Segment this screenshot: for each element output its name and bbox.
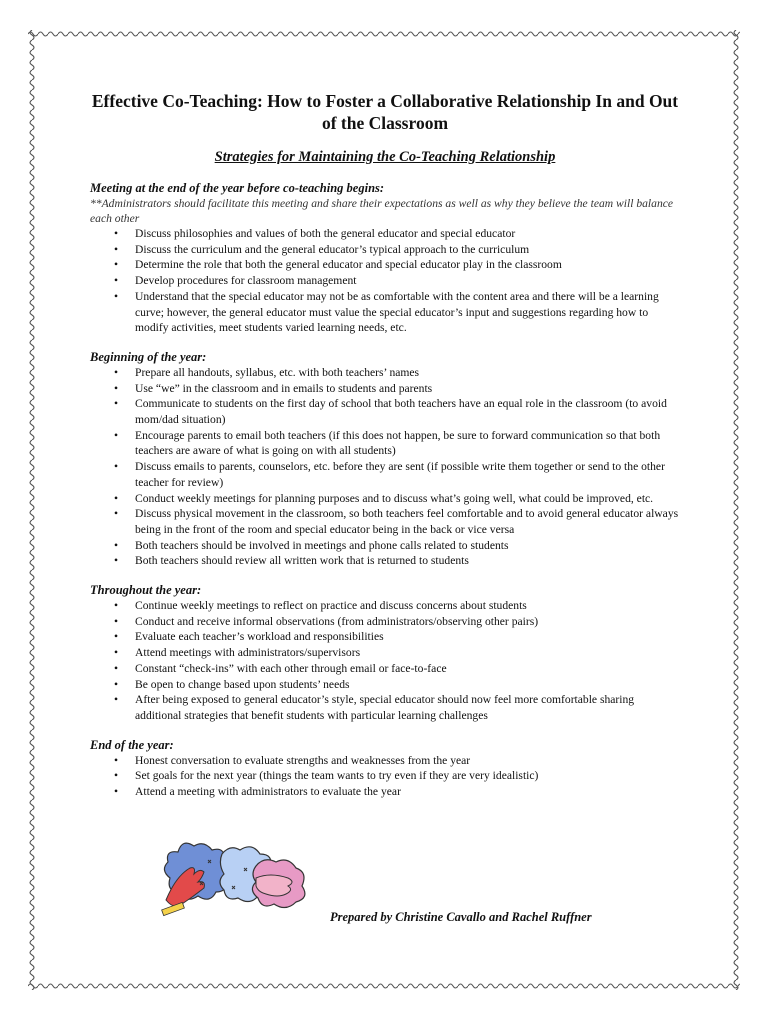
- list-item: [90, 753, 680, 769]
- list-item-text: Encourage parents to email both teachers (if this does not happen, be sure to forward communication so that both teachers are aware of what is going on with all students): [135, 428, 661, 458]
- bullet-icon: •: [114, 460, 119, 474]
- bullet-list: [90, 753, 680, 800]
- list-item-text: Be open to change based upon students’ needs: [135, 677, 350, 691]
- bullet-icon: •: [114, 242, 119, 256]
- page-title: Effective Co-Teaching: How to Foster a Collaborative Relationship In and Out of the Classroom: [91, 91, 679, 133]
- section-end-of-year-meeting: [90, 181, 680, 336]
- list-item: [90, 677, 680, 693]
- section-note: **Administrators should facilitate this meeting and share their expectations as well as why they believe the team will balance each other: [90, 197, 674, 225]
- list-item: [90, 614, 680, 630]
- bullet-icon: •: [114, 289, 119, 303]
- list-item: [90, 242, 680, 258]
- document-page: [90, 90, 680, 800]
- list-item: [90, 428, 680, 459]
- list-item: [90, 768, 680, 784]
- list-item: [90, 661, 680, 677]
- bullet-icon: •: [114, 769, 119, 783]
- list-item-text: Conduct weekly meetings for planning purposes and to discuss what’s going well, what could be improved, etc.: [135, 491, 654, 505]
- bullet-icon: •: [114, 630, 119, 644]
- bullet-icon: •: [114, 753, 119, 767]
- list-item-text: Discuss philosophies and values of both the general educator and special educator: [135, 227, 516, 240]
- list-item: [90, 381, 680, 397]
- list-item-text: Prepare all handouts, syllabus, etc. with both teachers’ names: [135, 365, 420, 379]
- list-item: [90, 553, 680, 569]
- list-item-text: Evaluate each teacher’s workload and responsibilities: [135, 630, 384, 644]
- bullet-icon: •: [114, 491, 119, 505]
- list-item: [90, 692, 680, 723]
- list-item-text: Discuss emails to parents, counselors, etc. before they are sent (if possible write them together or send to the other teacher for review): [135, 460, 665, 489]
- list-item: [90, 289, 680, 336]
- list-item: [90, 257, 680, 273]
- section-end-of-year: [90, 738, 680, 800]
- list-item-text: Attend a meeting with administrators to evaluate the year: [135, 785, 401, 799]
- list-item-text: Communicate to students on the first day of school that both teachers have an equal role in the classroom (to avoid mom/dad situation): [135, 397, 667, 427]
- puzzle-hands-illustration: [160, 832, 310, 918]
- list-item: [90, 784, 680, 800]
- list-item-text: Honest conversation to evaluate strengths and weaknesses from the year: [135, 753, 471, 767]
- bullet-icon: •: [114, 693, 119, 707]
- list-item-text: Develop procedures for classroom management: [135, 274, 357, 288]
- bullet-icon: •: [114, 661, 119, 675]
- list-item-text: Discuss the curriculum and the general educator’s typical approach to the curriculum: [135, 242, 530, 256]
- list-item: [90, 598, 680, 614]
- list-item-text: Constant “check-ins” with each other through email or face-to-face: [135, 661, 447, 675]
- list-item: [90, 491, 680, 507]
- bullet-icon: •: [114, 428, 119, 442]
- section-heading: Beginning of the year:: [90, 349, 207, 364]
- list-item-text: Use “we” in the classroom and in emails to students and parents: [135, 381, 433, 395]
- bullet-icon: •: [114, 507, 119, 521]
- bullet-icon: •: [114, 554, 119, 568]
- bullet-icon: •: [114, 614, 119, 628]
- list-item-text: Both teachers should be involved in meetings and phone calls related to students: [135, 538, 509, 552]
- bullet-icon: •: [114, 258, 119, 272]
- bullet-icon: •: [114, 227, 119, 240]
- bullet-list: [90, 598, 680, 724]
- list-item: [90, 365, 680, 381]
- bullet-icon: •: [114, 397, 119, 411]
- list-item: [90, 538, 680, 554]
- bullet-list: [90, 365, 680, 569]
- bullet-icon: •: [114, 646, 119, 660]
- list-item-text: Discuss physical movement in the classroom, so both teachers feel comfortable and to avoid general educator always being in the front of the room and special educator being in the back or vice versa: [135, 507, 679, 536]
- list-item-text: Set goals for the next year (things the team wants to try even if they are very idealistic): [135, 769, 539, 783]
- bullet-icon: •: [114, 365, 119, 379]
- section-heading: End of the year:: [90, 737, 174, 752]
- list-item-text: Continue weekly meetings to reflect on practice and discuss concerns about students: [135, 599, 527, 613]
- list-item: [90, 645, 680, 661]
- list-item-text: After being exposed to general educator’s style, special educator should now feel more comfortable sharing additional strategies that benefit students with particular learning challenges: [135, 693, 635, 722]
- page-subtitle: Strategies for Maintaining the Co-Teaching Relationship: [214, 149, 556, 165]
- section-beginning-of-year: [90, 350, 680, 569]
- bullet-icon: •: [114, 785, 119, 799]
- list-item-text: Determine the role that both the general educator and special educator play in the classroom: [135, 258, 562, 272]
- section-throughout-year: [90, 583, 680, 724]
- list-item: [90, 459, 680, 490]
- bullet-icon: •: [114, 381, 119, 395]
- author-credit: Prepared by Christine Cavallo and Rachel Ruffner: [330, 910, 592, 924]
- list-item-text: Conduct and receive informal observations (from administrators/observing other pairs): [135, 614, 539, 628]
- bullet-icon: •: [114, 677, 119, 691]
- list-item: [90, 226, 680, 242]
- list-item-text: Attend meetings with administrators/supervisors: [135, 646, 361, 660]
- list-item-text: Understand that the special educator may not be as comfortable with the content area and there will be a learning curve; however, the general educator must value the special educator’s input and suggestions regarding how to modify activities, meet students varied learning needs, etc.: [135, 289, 659, 335]
- list-item: [90, 273, 680, 289]
- list-item: [90, 506, 680, 537]
- bullet-icon: •: [114, 538, 119, 552]
- list-item: [90, 396, 680, 427]
- list-item: [90, 629, 680, 645]
- section-heading: Throughout the year:: [90, 583, 202, 598]
- section-heading: Meeting at the end of the year before co-teaching begins:: [90, 181, 385, 195]
- bullet-icon: •: [114, 274, 119, 288]
- list-item-text: Both teachers should review all written work that is returned to students: [135, 554, 469, 568]
- bullet-list: [90, 226, 680, 336]
- bullet-icon: •: [114, 599, 119, 613]
